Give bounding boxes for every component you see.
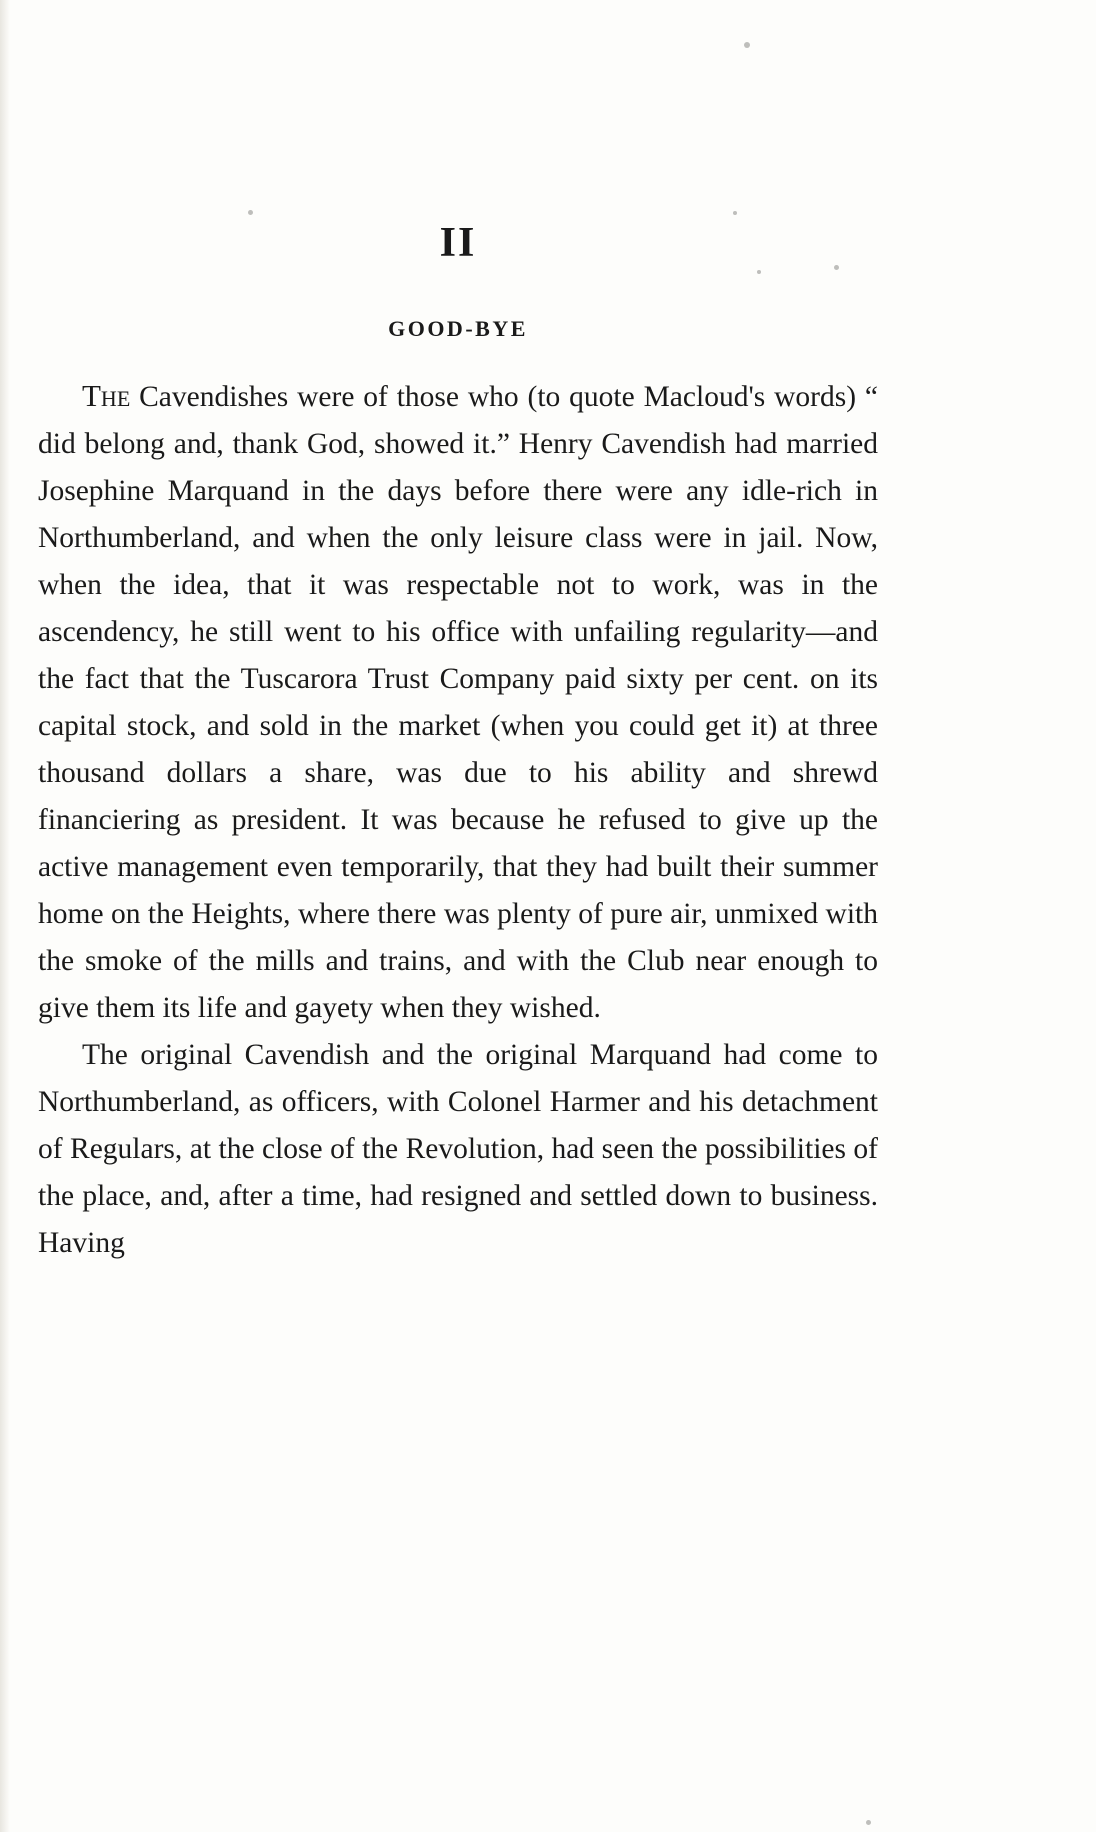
- page-edge-shadow: [0, 0, 10, 1832]
- paragraph-body: Cavendishes were of those who (to quote Macloud's words) “ did belong and, thank God, showed it.” Henry Cavendish had married Josephine Marquand in the days before there were any idle-rich in Northumberland, and when the only leisure class were in jail. Now, when the idea, that it was respectable not to work, was in the ascendency, he still went to his office with unfailing regularity—and the fact that the Tuscarora Trust Company paid sixty per cent. on its capital stock, and sold in the market (when you could get it) at three thousand dollars a share, was due to his ability and shrewd financiering as president. It was because he refused to give up the active management even temporarily, that they had built their summer home on the Heights, where there was plenty of pure air, unmixed with the smoke of the mills and trains, and with the Club near enough to give them its life and gayety when they wished.: [38, 381, 878, 1024]
- body-text: [38, 372, 878, 1267]
- chapter-number: II: [439, 220, 477, 266]
- page-content: [38, 0, 878, 1267]
- paper-speck: [866, 1820, 871, 1825]
- paragraph: [38, 372, 878, 1032]
- paragraph: The original Cavendish and the original Marquand had come to Northumberland, as officers, with Colonel Harmer and his detachment of Regulars, at the close of the Revolution, had seen the possibilities of the place, and, after a time, had resigned and settled down to business. Having: [38, 1039, 878, 1259]
- chapter-title: GOOD-BYE: [388, 316, 528, 341]
- paragraph-lead-word: The: [82, 378, 131, 413]
